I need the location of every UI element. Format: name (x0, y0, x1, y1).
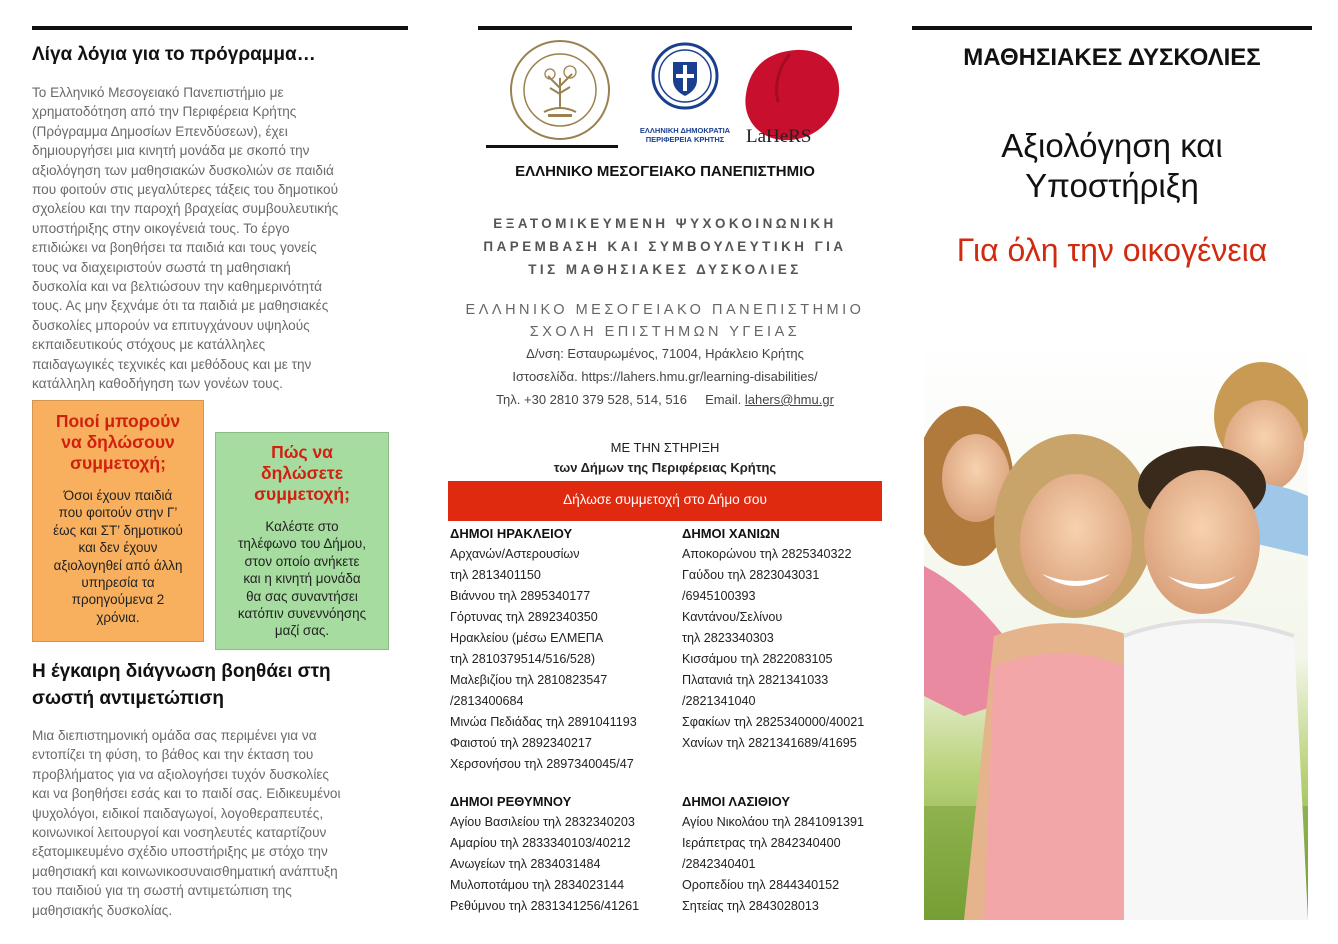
text-line: επιδιώκει να βοηθήσει τα παιδιά και τους γονείς (32, 240, 317, 256)
text-line: υποστήριξης στην οικογένειά τους. Το έργο (32, 220, 290, 236)
list-item: Πλατανιά τηλ 2821341033 (682, 673, 829, 687)
box-text-line: θα σας συναντήσει (246, 588, 358, 604)
text-line: κατάλληλη καθοδήγηση των γονέων τους. (32, 376, 283, 392)
website-line: Ιστοσελίδα. https://lahers.hmu.gr/learning-disabilities/ (512, 369, 818, 384)
school-line: ΣΧΟΛΗ ΕΠΙΣΤΗΜΩΝ ΥΓΕΙΑΣ (529, 324, 801, 340)
list-item: τηλ 2823340303 (682, 631, 774, 645)
how-to-apply-box (215, 432, 389, 650)
list-item: /6945100393 (682, 589, 756, 603)
text-line: (Πρόγραμμα Δημοσίων Επενδύσεων), έχει (32, 123, 288, 139)
text-line: μαθησιακή και κοινωνικοσυναισθηματική ανάπτυξη (32, 863, 338, 879)
text-line: προβλήματος για να αξιολογήσει τυχόν δυσκολίες (32, 766, 329, 782)
program-title (446, 212, 884, 281)
uni-line: ΕΛΛΗΝΙΚΟ ΜΕΣΟΓΕΙΑΚΟ ΠΑΝΕΠΙΣΤΗΜΙΟ (465, 302, 865, 318)
list-item: Μυλοποτάμου τηλ 2834023144 (450, 878, 625, 892)
program-title-line: ΕΞΑΤΟΜΙΚΕΥΜΕΝΗ ΨΥΧΟΚΟΙΝΩΝΙΚΗ (493, 216, 837, 231)
list-item: Γαύδου τηλ 2823043031 (682, 568, 820, 582)
box-text-line: που φοιτούν στην Γ’ (58, 505, 178, 521)
text-line: χρηματοδότηση από την Περιφέρεια Κρήτης (32, 104, 297, 120)
email-label: Email. (705, 392, 742, 407)
list-item: Ρεθύμνου τηλ 2831341256/41261 (450, 899, 640, 913)
list-item: Καντάνου/Σελίνου (682, 610, 783, 624)
list-item: Ηρακλείου (μέσω ΕΛΜΕΠΑ (450, 631, 604, 645)
diagnosis-paragraph (32, 726, 412, 920)
list-item: Ανωγείων τηλ 2834031484 (450, 857, 601, 871)
top-rule-right (912, 26, 1312, 30)
text-line: δυσκολία και να βελτιώσουν την καθημερινότητά (32, 279, 323, 295)
list-item: /2821341040 (682, 694, 756, 708)
list-item: Αμαρίου τηλ 2833340103/40212 (450, 836, 631, 850)
box-title-line: να δηλώσουν (61, 432, 175, 452)
heading-line: σωστή αντιμετώπιση (32, 688, 224, 709)
text-line: ψυχολόγοι, ειδικοί παιδαγωγοί, λογοθεραπευτές, (32, 805, 324, 821)
box-title-line: Ποιοί μπορούν (55, 411, 181, 431)
list-item: /2813400684 (450, 694, 524, 708)
lahers-logo (738, 42, 850, 152)
text-line: Το Ελληνικό Μεσογειακό Πανεπιστήμιο με (32, 85, 284, 100)
list-item: Αρχανών/Αστερουσίων (450, 547, 580, 561)
top-rule-left (32, 26, 408, 30)
text-line: του παιδιού για τη σωστή αντιμετώπιση της (32, 883, 292, 899)
text-line: παιδαγωγικές τεχνικές και μεθόδους και με την (32, 356, 312, 372)
heraklion-list (450, 524, 675, 775)
text-line: δημιουργήσει μια κινητή μονάδα με σκοπό την (32, 143, 310, 159)
apply-banner[interactable]: Δήλωσε συμμετοχή στο Δήμο σου (448, 481, 882, 521)
contact-line (446, 392, 884, 407)
text-line: τους να διαχειριστούν σωστά τη μαθησιακή (32, 259, 291, 275)
text-line: εντοπίζει τη φύση, το βάθος και την έκταση του (32, 747, 314, 763)
program-title-line: ΤΙΣ ΜΑΘΗΣΙΑΚΕΣ ΔΥΣΚΟΛΙΕΣ (528, 262, 802, 277)
box-text-line: κατόπιν συνεννόησης (237, 606, 367, 622)
crete-region-logo (636, 40, 734, 150)
lasithi-title: ΔΗΜΟΙ ΛΑΣΙΘΙΟΥ (682, 794, 791, 809)
list-item: Χανίων τηλ 2821341689/41695 (682, 736, 857, 750)
box-title-line: Πώς να (271, 442, 333, 462)
phone-text: Τηλ. +30 2810 379 528, 514, 516 (496, 392, 688, 407)
box-text-line: και η κινητή μονάδα (243, 571, 361, 587)
list-item: Βιάννου τηλ 2895340177 (450, 589, 591, 603)
program-title-line: ΠΑΡΕΜΒΑΣΗ ΚΑΙ ΣΥΜΒΟΥΛΕΥΤΙΚΗ ΓΙΑ (483, 239, 847, 254)
list-item: τηλ 2810379514/516/528) (450, 652, 596, 666)
email-link[interactable]: lahers@hmu.gr (744, 392, 834, 407)
brochure-tagline: Για όλη την οικογένεια (956, 232, 1268, 268)
lahers-logo-text: LaHeRS (746, 126, 812, 147)
list-item: Σφακίων τηλ 2825340000/40021 (682, 715, 865, 729)
list-item: Σητείας τηλ 2843028013 (682, 899, 819, 913)
list-item: Μαλεβιζίου τηλ 2810823547 (450, 673, 608, 687)
text-line: μαθησιακής δυσκολίας. (32, 902, 173, 918)
text-line: αξιολόγηση των μαθησιακών δυσκολιών σε παιδιά (32, 162, 334, 178)
seal-baseline (486, 145, 618, 148)
text-line: κοινωνικοί λειτουργοί και νοσηλευτές καταρτίζουν (32, 825, 327, 841)
list-item: Αγίου Νικολάου τηλ 2841091391 (682, 815, 865, 829)
text-line: τους. Ας μην ξεχνάμε ότι τα παιδιά με μαθησιακές (32, 298, 329, 314)
box-text-line: μαζί σας. (274, 623, 330, 639)
text-line: δυσκολίες μπορούν να επιτυγχάνουν υψηλούς (32, 317, 310, 333)
list-item: Αποκορώνου τηλ 2825340322 (682, 547, 852, 561)
who-can-apply-box (32, 400, 204, 642)
text-line: Μια διεπιστημονική ομάδα σας περιμένει για να (32, 728, 317, 743)
support-line2: των Δήμων της Περιφέρειας Κρήτης (553, 460, 777, 475)
heading-about-program: Λίγα λόγια για το πρόγραμμα… (32, 44, 316, 65)
brochure-subtitle (912, 126, 1312, 206)
heading-line: Η έγκαιρη διάγνωση βοηθάει στη (32, 661, 331, 682)
university-seal-logo (508, 38, 612, 142)
list-item: τηλ 2813401150 (450, 568, 541, 582)
university-name: ΕΛΛΗΝΙΚΟ ΜΕΣΟΓΕΙΑΚΟ ΠΑΝΕΠΙΣΤΗΜΙΟ (515, 163, 815, 180)
list-item: /2842340401 (682, 857, 756, 871)
heraklion-title: ΔΗΜΟΙ ΗΡΑΚΛΕΙΟΥ (450, 526, 573, 541)
crete-logo-line2: ΠΕΡΙΦΕΡΕΙΑ ΚΡΗΤΗΣ (645, 135, 725, 144)
box-text-line: προηγούμενα 2 (71, 592, 165, 608)
rethymno-list (450, 792, 675, 917)
box-text-line: και δεν έχουν (78, 540, 158, 556)
box-text-line: αξιολογηθεί από άλλη (53, 557, 183, 573)
text-line: εκπαιδευτικούς στόχους με κατάλληλες (32, 337, 266, 353)
subtitle-line: Αξιολόγηση και (1001, 127, 1223, 164)
heading-early-diagnosis (32, 658, 331, 712)
text-line: που φοιτούν στις μεγαλύτερες τάξεις του δημοτικού (32, 182, 339, 198)
brochure-title: ΜΑΘΗΣΙΑΚΕΣ ΔΥΣΚΟΛΙΕΣ (963, 44, 1261, 71)
box-title-line: δηλώσετε (261, 463, 343, 483)
chania-title: ΔΗΜΟΙ ΧΑΝΙΩΝ (682, 526, 780, 541)
list-item: Οροπεδίου τηλ 2844340152 (682, 878, 840, 892)
family-photo (924, 336, 1308, 920)
subtitle-line: Υποστήριξη (1025, 167, 1199, 204)
box-title-line: συμμετοχή; (254, 484, 350, 504)
list-item: Κισσάμου τηλ 2822083105 (682, 652, 833, 666)
box-text-line: τηλέφωνο του Δήμου, (238, 536, 366, 552)
list-item: Χερσονήσου τηλ 2897340045/47 (450, 757, 634, 771)
box-text-line: έως και ΣΤ’ δημοτικού (53, 522, 183, 538)
list-item: Ιεράπετρας τηλ 2842340400 (682, 836, 841, 850)
crete-logo-line1: ΕΛΛΗΝΙΚΗ ΔΗΜΟΚΡΑΤΙΑ (639, 126, 731, 135)
box-text-line: Καλέστε στο (265, 519, 339, 534)
box-text-line: στον οποίο ανήκετε (244, 553, 360, 569)
intro-paragraph (32, 83, 412, 394)
list-item: Φαιστού τηλ 2892340217 (450, 736, 592, 750)
support-line1: ΜΕ ΤΗΝ ΣΤΗΡΙΞΗ (610, 440, 720, 455)
list-item: Μινώα Πεδιάδας τηλ 2891041193 (450, 715, 637, 729)
text-line: και να βοηθήσει εσάς και το παιδί σας. Ειδικευμένοι (32, 786, 341, 802)
rethymno-title: ΔΗΜΟΙ ΡΕΘΥΜΝΟΥ (450, 794, 572, 809)
box-text-line: Όσοι έχουν παιδιά (63, 488, 173, 503)
text-line: σχολείου και την παροχή βραχείας συμβουλευτικής (32, 201, 339, 217)
text-line: εξατομικευμένο σχέδιο υποστήριξης με στόχο την (32, 844, 328, 860)
box-title-line: συμμετοχή; (70, 453, 166, 473)
lasithi-list (682, 792, 892, 917)
chania-list (682, 524, 892, 754)
list-item: Αγίου Βασιλείου τηλ 2832340203 (450, 815, 635, 829)
top-rule-middle (478, 26, 852, 30)
box-text-line: χρόνια. (96, 609, 140, 625)
list-item: Γόρτυνας τηλ 2892340350 (450, 610, 598, 624)
box-text-line: υπηρεσία τα (81, 575, 155, 591)
address-line: Δ/νση: Εσταυρωμένος, 71004, Ηράκλειο Κρήτης (526, 346, 804, 361)
